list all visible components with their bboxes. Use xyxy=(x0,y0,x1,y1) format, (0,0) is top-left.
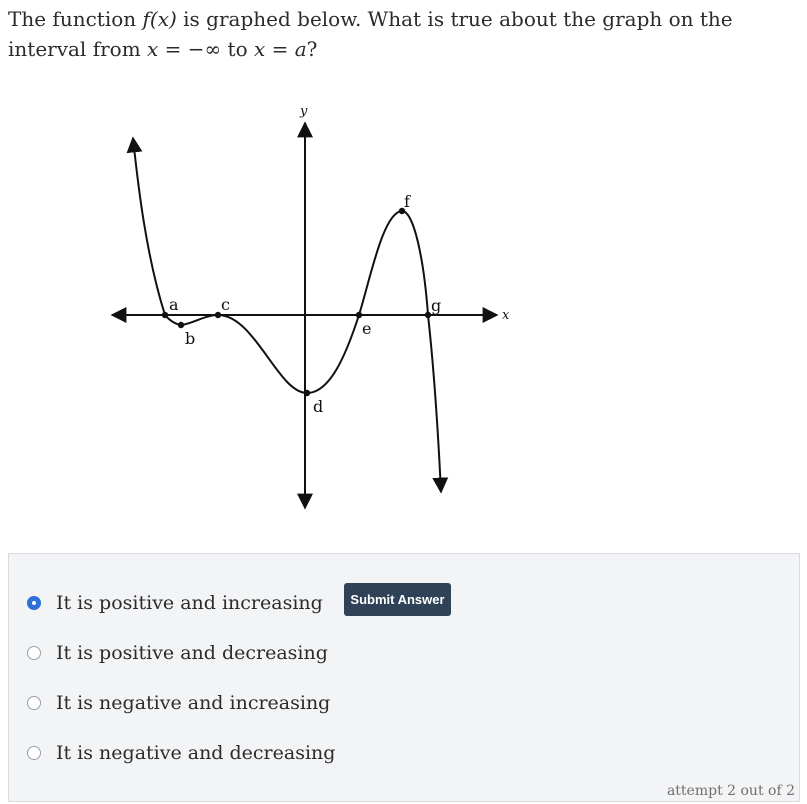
radio-icon[interactable] xyxy=(27,646,41,660)
point-label-e: e xyxy=(362,319,372,338)
point-label-d: d xyxy=(313,397,324,416)
point-a xyxy=(162,312,168,318)
question-part: ? xyxy=(306,37,318,61)
x-axis-label: x xyxy=(502,308,510,323)
point-label-a: a xyxy=(169,295,179,314)
point-label-b: b xyxy=(185,329,196,348)
radio-icon[interactable] xyxy=(27,696,41,710)
point-d xyxy=(304,390,310,396)
interval-start-expression: x = −∞ xyxy=(147,37,222,61)
submit-answer-button[interactable]: Submit Answer xyxy=(344,583,451,616)
function-graph xyxy=(0,95,807,515)
answer-option-label: It is positive and increasing xyxy=(56,592,323,614)
answer-option-label: It is negative and increasing xyxy=(56,692,331,714)
question-part: to xyxy=(221,37,254,61)
point-label-c: c xyxy=(221,295,230,314)
attempt-counter: attempt 2 out of 2 xyxy=(666,783,795,799)
answer-panel xyxy=(8,553,800,802)
question-text xyxy=(8,4,798,64)
y-axis-label: y xyxy=(300,104,308,119)
interval-end-expression: x = a xyxy=(253,37,307,61)
function-expression: f(x) xyxy=(142,7,177,31)
answer-option-label: It is negative and decreasing xyxy=(56,742,336,764)
question-part: is graphed below. What is true about the graph on the interval from xyxy=(8,7,733,61)
point-label-g: g xyxy=(431,296,442,315)
point-e xyxy=(356,312,362,318)
answer-option-label: It is positive and decreasing xyxy=(56,642,328,664)
radio-selected-icon[interactable] xyxy=(27,596,41,610)
point-label-f: f xyxy=(404,192,410,211)
point-b xyxy=(178,322,184,328)
question-part: The function xyxy=(8,7,143,31)
radio-icon[interactable] xyxy=(27,746,41,760)
